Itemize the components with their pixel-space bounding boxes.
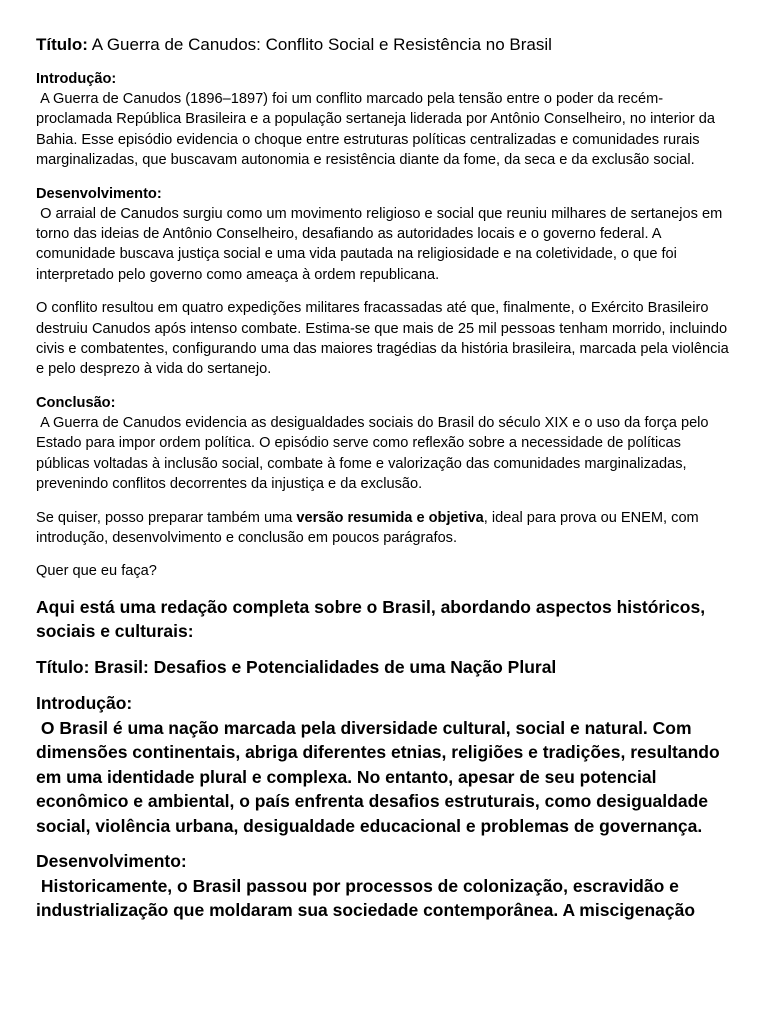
second-development-heading: Desenvolvimento: xyxy=(36,851,187,872)
development-paragraph-2: O conflito resultou em quatro expedições militares fracassadas até que, finalmente, o Exército Brasileiro destruiu Canudos após intenso combate. Estima-se que mais de 25 mil pessoas tenham morrido, incluindo civis e combatentes, configurando uma das maiores tragédias da história brasileira, marcada pela violência e pelo desprezo à vida do sertanejo. xyxy=(36,300,729,378)
second-intro-section xyxy=(36,691,732,838)
essay-title xyxy=(36,33,732,57)
second-development-section xyxy=(36,849,732,923)
intro-paragraph: A Guerra de Canudos (1896–1897) foi um conflito marcado pela tensão entre o poder da recém-proclamada República Brasileira e a população sertaneja liderada por Antônio Conselheiro, no interior da Bahia. Esse episódio evidencia o choque entre estruturas políticas centralizadas e comunidades rurais marginalizadas, que buscavam autonomia e resistência diante da fome, da seca e da exclusão social. xyxy=(36,91,720,169)
offer-bold-text: versão resumida e objetiva xyxy=(296,509,484,526)
development-section xyxy=(36,184,732,286)
offer-text-before: Se quiser, posso preparar também uma xyxy=(36,509,297,526)
offer-text-after: , ideal para prova ou ENEM, com introdução, desenvolvimento e conclusão em poucos parágrafos. xyxy=(36,509,699,546)
development-paragraph: O arraial de Canudos surgiu como um movimento religioso e social que reuniu milhares de sertanejos em torno das ideias de Antônio Conselheiro, desafiando as autoridades locais e o governo federal. A comunidade buscava justiça social e uma vida pautada na religiosidade e na coletividade, o que foi interpretado pelo governo como ameaça à ordem republicana. xyxy=(36,205,727,283)
offer-question: Quer que eu faça? xyxy=(36,563,157,580)
conclusion-heading: Conclusão: xyxy=(36,394,116,411)
second-essay-title: Título: Brasil: Desafios e Potencialidades de uma Nação Plural xyxy=(36,656,557,677)
second-intro-heading: Introdução: xyxy=(36,693,133,714)
conclusion-paragraph: A Guerra de Canudos evidencia as desigualdades sociais do Brasil do século XIX e o uso da força pelo Estado para impor ordem política. O episódio serve como reflexão sobre a necessidade de políticas públicas voltadas à inclusão social, combate à fome e valorização das comunidades marginalizadas, prevenindo conflitos decorrentes da injustiça e da exclusão. xyxy=(36,414,713,493)
development-heading: Desenvolvimento: xyxy=(36,185,162,202)
conclusion-section xyxy=(36,393,732,495)
intro-section xyxy=(36,69,732,171)
intro-heading: Introdução: xyxy=(36,71,117,87)
second-essay-lead: Aqui está uma redação completa sobre o Brasil, abordando aspectos históricos, sociais e culturais: xyxy=(36,596,706,642)
title-text: A Guerra de Canudos: Conflito Social e Resistência no Brasil xyxy=(87,35,552,54)
second-development-paragraph: Historicamente, o Brasil passou por processos de colonização, escravidão e industrialização que moldaram sua sociedade contemporânea. A miscigenação xyxy=(36,875,696,921)
title-label: Título: xyxy=(36,35,88,54)
offer-paragraph xyxy=(36,508,732,549)
second-intro-paragraph: O Brasil é uma nação marcada pela diversidade cultural, social e natural. Com dimensões continentais, abriga diferentes etnias, religiões e tradições, resultando em uma identidade plural e complexa. No entanto, apesar de seu potencial econômico e ambiental, o país enfrenta desafios estruturais, como desigualdade social, violência urbana, desigualdade educacional e problemas de governança. xyxy=(36,717,725,836)
